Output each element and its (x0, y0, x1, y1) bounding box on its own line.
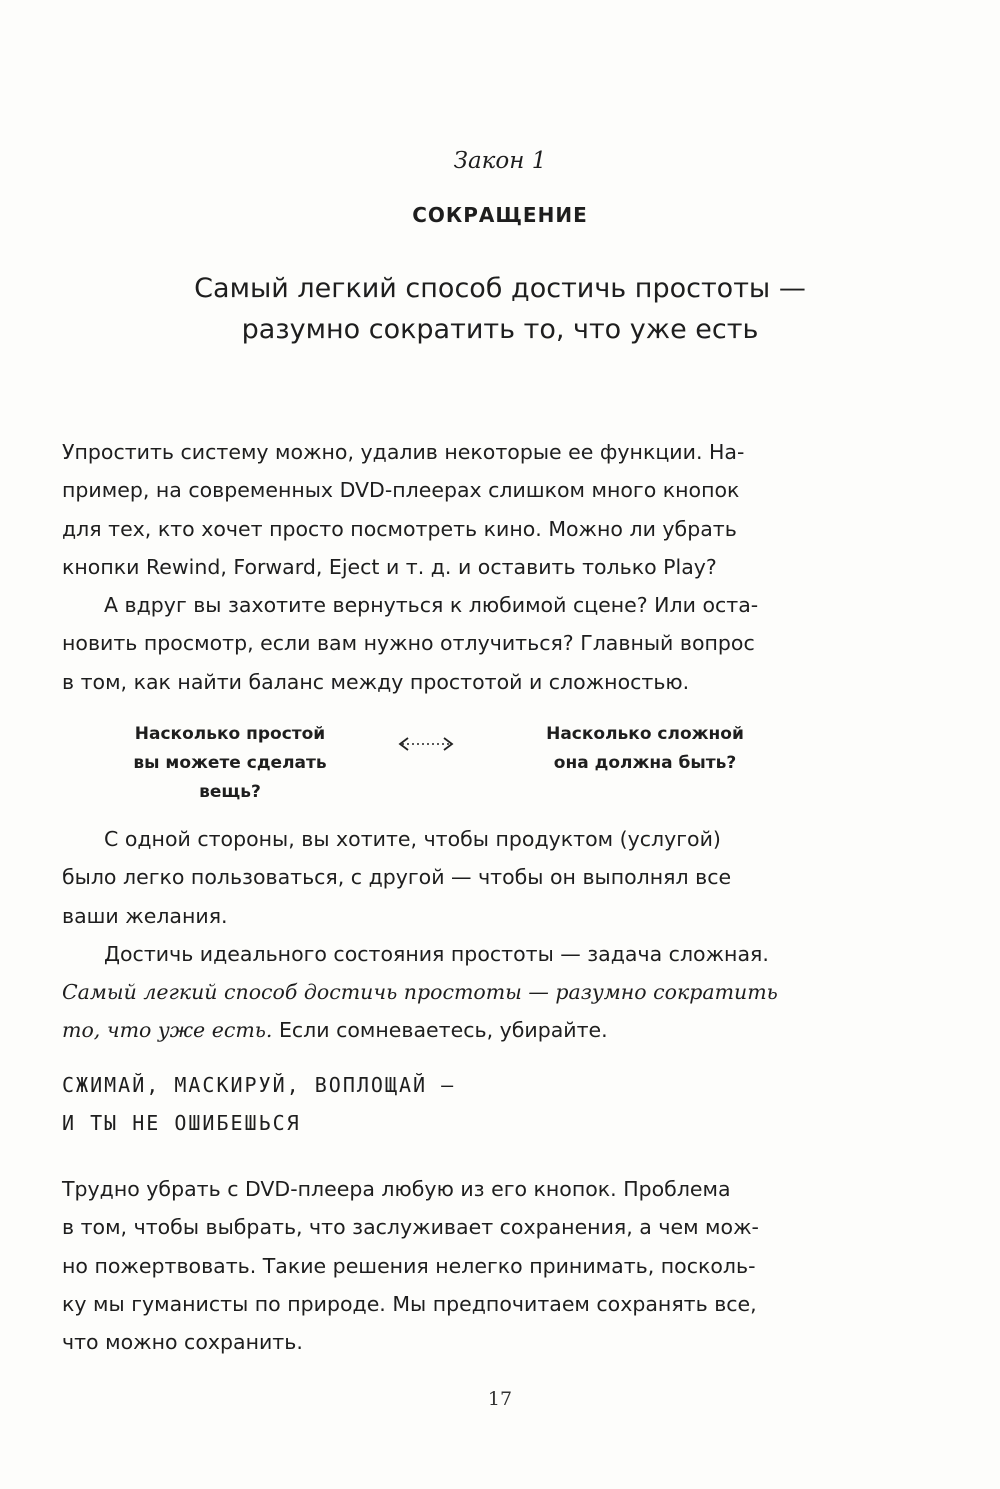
subtitle-line: разумно сократить то, что уже есть (241, 314, 759, 345)
paragraph-line: ваши желания. (62, 903, 228, 928)
diagram-label-line: Насколько простой (134, 724, 326, 744)
paragraph-line: кнопки Rewind, Forward, Eject и т. д. и оставить только Play? (62, 554, 717, 579)
paragraph-line: было легко пользоваться, с другой — чтобы он выполнял все (62, 865, 732, 890)
paragraph-line: ку мы гуманисты по природе. Мы предпочитаем сохранять все, (62, 1291, 757, 1316)
balance-diagram (0, 720, 1000, 802)
paragraph-line: С одной стороны, вы хотите, чтобы продуктом (услугой) (104, 827, 721, 851)
double-arrow-icon (396, 734, 456, 754)
paragraph-line: в том, чтобы выбрать, что заслуживает сохранения, а чем мож- (62, 1215, 759, 1240)
paragraph-line: новить просмотр, если вам нужно отлучиться? Главный вопрос (62, 631, 755, 656)
complexity-question (530, 720, 760, 778)
page-number: 17 (487, 1388, 513, 1410)
diagram-label-line: она должна быть? (553, 753, 737, 773)
paragraph-line: Достичь идеального состояния простоты — задача сложная. (104, 941, 769, 966)
paragraph-line: Упростить систему можно, удалив некоторые ее функции. На- (62, 440, 745, 464)
chapter-title: СОКРАЩЕНИЕ (412, 203, 588, 227)
paragraph-line: но пожертвовать. Такие решения нелегко принимать, посколь- (62, 1253, 756, 1278)
diagram-label-line: вы можете сделать вещь? (133, 753, 327, 802)
paragraph-line: А вдруг вы захотите вернуться к любимой сцене? Или оста- (104, 593, 759, 618)
text-block-intro (62, 433, 862, 701)
subheading-line: И ТЫ НЕ ОШИБЕШЬСЯ (62, 1111, 301, 1135)
paragraph-line: Трудно убрать с DVD-плеера любую из его кнопок. Проблема (62, 1177, 731, 1201)
paragraph-line (62, 1011, 862, 1049)
section-subheading (62, 1066, 455, 1142)
text-block-balance (62, 820, 862, 1050)
paragraph-line: пример, на современных DVD-плеерах слишком много кнопок (62, 478, 740, 503)
paragraph-text: Если сомневаетесь, убирайте. (272, 1018, 608, 1043)
text-block-dvd (62, 1170, 862, 1361)
subtitle-line: Самый легкий способ достичь простоты — (194, 273, 806, 304)
diagram-label-line: Насколько сложной (546, 724, 744, 744)
law-label: Закон 1 (453, 148, 547, 174)
paragraph-line: что можно сохранить. (62, 1330, 303, 1355)
subheading-line: СЖИМАЙ, МАСКИРУЙ, ВОПЛОЩАЙ — (62, 1073, 456, 1097)
chapter-subtitle (0, 268, 1000, 350)
emphasis-text: то, что уже есть. (62, 1018, 273, 1043)
paragraph-line: в том, как найти баланс между простотой и сложностью. (62, 669, 690, 694)
paragraph-line: для тех, кто хочет просто посмотреть кино. Можно ли убрать (62, 516, 737, 541)
emphasis-line: Самый легкий способ достичь простоты — разумно сократить (62, 980, 778, 1005)
simplicity-question (110, 720, 350, 807)
